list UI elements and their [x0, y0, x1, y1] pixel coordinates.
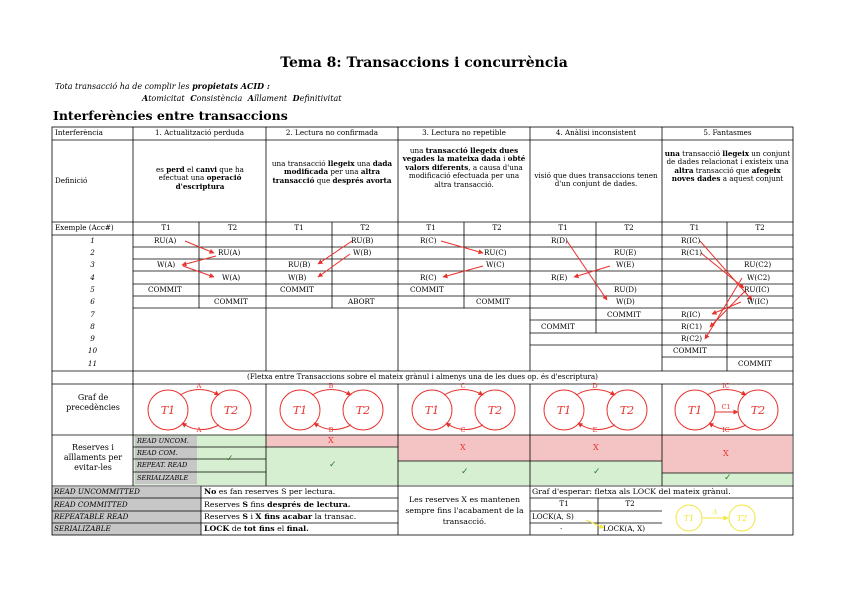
row-number: 1 — [90, 236, 95, 245]
acid-definitivitat: Definitivitat — [292, 93, 342, 103]
c5-t2-header: T2 — [755, 223, 765, 232]
c2-t1-header: T1 — [294, 223, 304, 232]
svg-text:T2: T2 — [736, 514, 748, 523]
acid-intro-text: Tota transacció ha de complir les — [55, 82, 193, 91]
x-mark: X — [328, 436, 334, 445]
x-mark: X — [723, 449, 729, 458]
graph5-node-t1: T1 — [687, 404, 703, 417]
c5-op: R(C2) — [681, 334, 703, 343]
bottom-level-read-uncommitted: READ UNCOMMITTED — [54, 487, 140, 496]
desc-read-committed: Reserves S fins després de lectura. — [204, 500, 351, 509]
c3-op: COMMIT — [410, 285, 444, 294]
c3-t2-header: T2 — [492, 223, 502, 232]
c2-op: W(B) — [353, 248, 372, 257]
acid-aillament: Aïllament — [247, 93, 288, 103]
svg-text:C: C — [460, 426, 466, 434]
c3-op: R(C) — [420, 273, 437, 282]
row-number: 3 — [90, 260, 95, 269]
acid-consistencia: Consistència — [190, 93, 243, 103]
c1-op: RU(A) — [218, 248, 241, 257]
c4-op: R(E) — [551, 273, 568, 282]
svg-text:T1: T1 — [683, 514, 695, 523]
wait-graph-title: Graf d'esperar: fletxa als LOCK del mateix grànul. — [532, 487, 731, 496]
x-reserves-note: Les reserves X es mantenen sempre fins l'acabament de la transacció. — [405, 495, 524, 526]
row-number: 9 — [90, 334, 95, 343]
check-mark: ✓ — [724, 473, 732, 483]
svg-text:A: A — [196, 382, 202, 390]
svg-text:C1: C1 — [721, 403, 731, 411]
header-1: 1. Actualització perduda — [154, 128, 245, 137]
c5-op: R(C1) — [681, 322, 703, 331]
level-read-uncom: READ UNCOM. — [137, 437, 189, 445]
graph5-node-t2: T2 — [750, 404, 766, 417]
definition-1: es perd el canvi que ha efectuat una operació d'escriptura — [156, 165, 244, 191]
wait-dot: · — [560, 524, 563, 533]
header-5: 5. Fantasmes — [703, 128, 752, 137]
row-number: 11 — [87, 359, 98, 368]
graph1-node-t1: T1 — [160, 404, 176, 417]
row-number: 8 — [90, 322, 95, 331]
c5-op: RU(C2) — [744, 260, 772, 269]
header-3: 3. Lectura no repetible — [422, 128, 506, 137]
desc-read-uncommitted: No es fan reserves S per lectura. — [204, 487, 336, 496]
reserves-label: Reserves i aïllaments per evitar-les — [63, 443, 123, 472]
c2-op: W(B) — [288, 273, 307, 282]
precedence-graphs — [148, 390, 778, 431]
c5-t1-header: T1 — [689, 223, 700, 232]
wait-t2-header: T2 — [625, 499, 635, 508]
c3-op: W(C) — [486, 260, 505, 269]
c5-op: W(IC) — [747, 297, 769, 306]
header-2: 2. Lectura no confirmada — [285, 128, 379, 137]
svg-text:B: B — [328, 426, 334, 434]
check-mark: ✓ — [329, 460, 337, 470]
c4-op: R(D) — [551, 236, 568, 245]
check-mark: ✓ — [226, 454, 234, 464]
graph-edge-labels — [196, 382, 731, 434]
c2-op: RU(B) — [351, 236, 374, 245]
graph3-node-t2: T2 — [487, 404, 503, 417]
section-title: Interferències entre transaccions — [53, 108, 288, 123]
c1-op: RU(A) — [154, 236, 177, 245]
c2-op: RU(B) — [288, 260, 311, 269]
graph2-node-t1: T1 — [292, 404, 308, 417]
c3-op: COMMIT — [476, 297, 510, 306]
c5-op: R(IC) — [681, 310, 701, 319]
c4-op: COMMIT — [607, 310, 641, 319]
bottom-level-serializable: SERIALIZABLE — [54, 524, 111, 533]
svg-text:A: A — [196, 426, 202, 434]
svg-text:C: C — [460, 382, 466, 390]
definition-2: una transacció llegeix una dada modificada per una altra transacció que després avorta — [271, 159, 393, 185]
c2-t2-header: T2 — [360, 223, 370, 232]
level-repeat-read: REPEAT. READ — [137, 461, 188, 469]
c5-op: W(C2) — [747, 273, 771, 282]
c4-op: RU(E) — [614, 248, 637, 257]
interference-label: Interferència — [55, 128, 103, 137]
row-number: 6 — [90, 297, 95, 306]
c5-op: R(C1) — [681, 248, 703, 257]
level-read-com: READ COM. — [137, 449, 178, 457]
definition-5: una transacció llegeix un conjunt de dades relacionat i existeix una altra transacció que afegeix noves dades a aquest conjunt — [664, 149, 791, 184]
x-mark: X — [460, 443, 466, 452]
c5-op: RU(IC) — [744, 285, 770, 294]
graph4-node-t1: T1 — [556, 404, 572, 417]
c4-op: W(D) — [616, 297, 635, 306]
c4-op: COMMIT — [541, 322, 575, 331]
svg-text:A: A — [712, 509, 718, 516]
c5-op: R(IC) — [681, 236, 701, 245]
svg-text:IC: IC — [722, 426, 730, 434]
row-number: 10 — [87, 346, 98, 355]
header-4: 4. Anàlisi inconsistent — [555, 128, 637, 137]
c3-op: RU(C) — [484, 248, 507, 257]
row-number: 7 — [90, 310, 95, 319]
definition-label: Definició — [55, 176, 88, 185]
c4-op: W(E) — [616, 260, 635, 269]
c1-op: W(A) — [157, 260, 176, 269]
c4-t1-header: T1 — [558, 223, 568, 232]
desc-serializable: LOCK de tot fins el final. — [204, 524, 309, 533]
c1-t1-header: T1 — [161, 223, 171, 232]
acid-intro-bold: propietats ACID : — [192, 81, 270, 91]
x-mark: X — [593, 443, 599, 452]
c1-op: W(A) — [222, 273, 241, 282]
svg-text:E: E — [592, 426, 598, 434]
c2-op: COMMIT — [280, 285, 314, 294]
page-title: Tema 8: Transaccions i concurrència — [280, 55, 568, 71]
c1-op: COMMIT — [214, 297, 248, 306]
example-label: Exemple (Acc#) — [55, 223, 114, 232]
c4-t2-header: T2 — [624, 223, 634, 232]
row-number: 4 — [90, 273, 95, 282]
c5-op: COMMIT — [738, 359, 772, 368]
row-number: 2 — [90, 248, 95, 257]
c1-t2-header: T2 — [227, 223, 238, 232]
svg-text:D: D — [592, 382, 598, 390]
c1-op: COMMIT — [148, 285, 182, 294]
definition-4: visió que dues transaccions tenen d'un conjunt de dades. — [534, 171, 658, 189]
c5-op: COMMIT — [673, 346, 707, 355]
check-mark: ✓ — [593, 467, 601, 477]
desc-repeatable-read: Reserves S i X fins acabar la transac. — [204, 512, 357, 521]
acid-atomicitat: Atomicitat — [142, 93, 185, 103]
graph3-node-t1: T1 — [424, 404, 440, 417]
precedence-graph-label: Graf de precedències — [66, 393, 120, 412]
c2-op: ABORT — [348, 297, 375, 306]
svg-text:IC: IC — [722, 382, 730, 390]
c3-t1-header: T1 — [426, 223, 436, 232]
arrow-note: (Fletxa entre Transaccions sobre el mateix grànul i almenys una de les dues op. és d'escriptura) — [247, 372, 598, 381]
check-mark: ✓ — [461, 467, 469, 477]
graph1-node-t2: T2 — [223, 404, 239, 417]
c4-op: RU(D) — [614, 285, 637, 294]
graph2-node-t2: T2 — [355, 404, 371, 417]
bottom-level-read-committed: READ COMMITTED — [54, 500, 128, 509]
wait-t1-header: T1 — [559, 499, 569, 508]
bottom-level-repeatable-read: REPEATABLE READ — [54, 512, 129, 521]
row-number: 5 — [90, 285, 95, 294]
wait-lock-2: LOCK(A, X) — [603, 524, 646, 533]
graph4-node-t2: T2 — [619, 404, 635, 417]
wait-graph-labels — [684, 509, 747, 523]
level-serializable: SERIALIZABLE — [137, 474, 189, 482]
definition-3: una transacció llegeix dues vegades la mateixa dada i obté valors diferents, a causa d'una modificació efectuada per una altra transacció. — [402, 146, 526, 189]
wait-lock-1: LOCK(A, S) — [532, 512, 574, 521]
schedule-arrows — [182, 241, 752, 339]
svg-text:B: B — [328, 382, 334, 390]
c3-op: R(C) — [420, 236, 437, 245]
